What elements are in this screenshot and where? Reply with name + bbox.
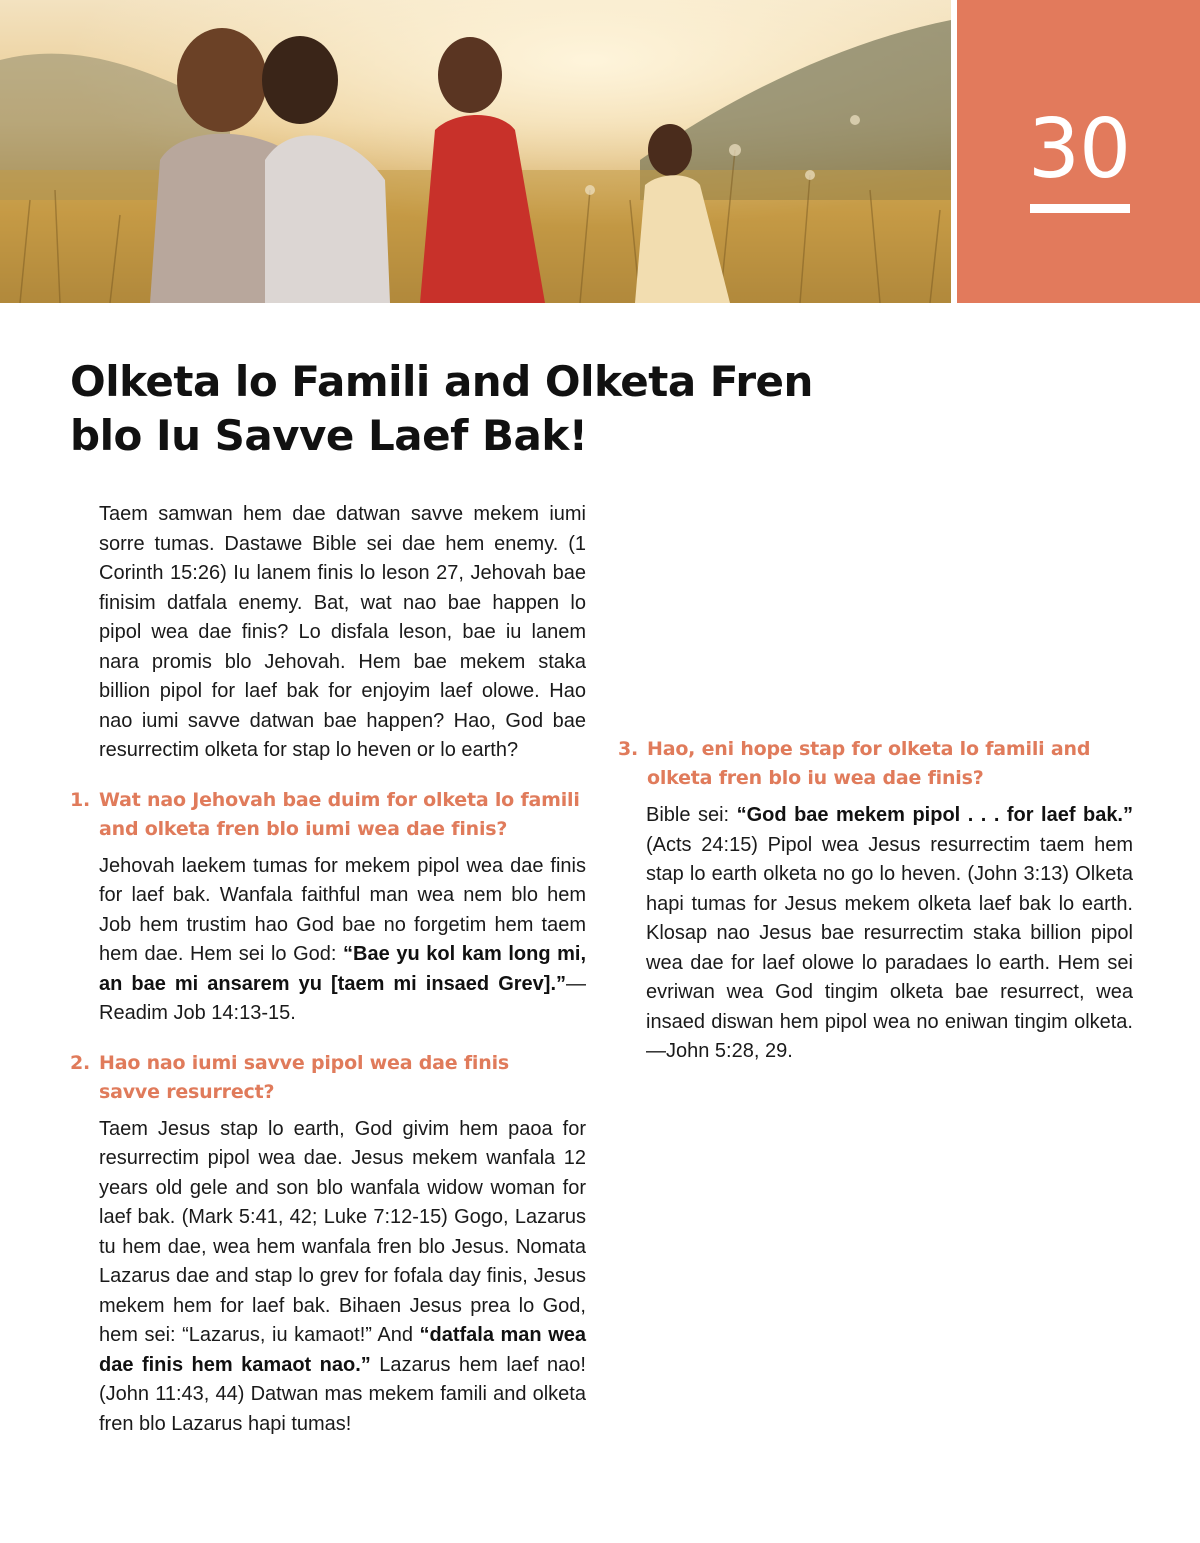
section-2-bold-quote: “datfala man wea dae finis hem kamaot nao.” <box>99 1324 586 1376</box>
section-2-question <box>70 1049 586 1107</box>
lesson-number-underline <box>1030 204 1130 213</box>
title-line-1: Olketa lo Famili and Olketa Fren <box>70 357 813 406</box>
section-1-bold-quote: “Bae yu kol kam long mi, an bae mi ansarem yu [taem mi insaed Grev].” <box>99 943 587 995</box>
hero-photo <box>0 0 951 303</box>
lesson-number: 30 <box>1027 102 1131 197</box>
section-3-question-text: Hao, eni hope stap for olketa lo famili and olketa fren blo iu wea dae finis? <box>647 738 1091 789</box>
section-2-number: 2. <box>70 1051 91 1074</box>
section-2-question-text: Hao nao iumi savve pipol wea dae finis savve resurrect? <box>99 1051 509 1103</box>
intro-paragraph: Taem samwan hem dae datwan savve mekem iumi sorre tumas. Dastawe Bible sei dae hem enemy. (1 Corinth 15:26) Iu lanem finis lo leson 27, Jehovah bae finisim datfala enemy. Bat, wat nao bae happen lo pipol wea dae finis? Lo disfala leson, bae iu lanem nara promis blo Jehovah. Hem bae mekem staka billion pipol for laef bak for enjoyim laef olowe. Hao nao iumi savve datwan bae happen? Hao, God bae resurrectim olketa for stap lo heven or lo earth? <box>99 503 586 761</box>
section-3-text-a: Bible sei: <box>646 804 737 826</box>
section-3-paragraph <box>618 801 1133 1067</box>
title-line-2: blo Iu Savve Laef Bak! <box>70 411 588 460</box>
section-3-text-b: (Acts 24:15) Pipol wea Jesus resurrectim taem hem stap lo earth olketa no go lo heven. (John 3:13) Olketa hapi tumas for Jesus mekem olketa laef bak lo earth. Klosap nao Jesus bae resurrectim staka billion pipol wea dae for laef olowe lo paradaes lo earth. Hem sei evriwan wea God tingim olketa bae resurrect, wea insaed diswan hem pipol wea no eniwan tingim olketa.—John 5:28, 29. <box>646 833 1133 1062</box>
family-photo-illustration <box>0 0 951 303</box>
section-2-paragraph <box>70 1115 586 1440</box>
section-3-number: 3. <box>618 738 639 760</box>
section-1-paragraph <box>70 852 586 1029</box>
section-1-text-b: —Readim Job 14:13-15. <box>99 972 586 1024</box>
section-3-question <box>618 735 1133 793</box>
left-column <box>70 500 586 1439</box>
section-1-question-text: Wat nao Jehovah bae duim for olketa lo famili and olketa fren blo iumi wea dae finis? <box>99 788 580 840</box>
right-column <box>618 735 1133 1067</box>
section-1-number: 1. <box>70 788 91 811</box>
page-title <box>70 355 970 463</box>
section-1-text-a: Jehovah laekem tumas for mekem pipol wea dae finis for laef bak. Wanfala faithful man wea nem blo hem Job hem trustim hao God bae no forgetim hem taem hem dae. Hem sei lo God: <box>99 854 586 965</box>
section-1-question <box>70 786 586 844</box>
section-2-text-a: Taem Jesus stap lo earth, God givim hem paoa for resurrectim pipol wea dae. Jesus mekem wanfala 12 years old gele and son blo wanfala widow woman for laef bak. (Mark 5:41, 42; Luke 7:12-15) Gogo, Lazarus tu hem dae, wea hem wanfala fren blo Jesus. Nomata Lazarus dae and stap lo grev for fofala day finis, Jesus mekem hem for laef bak. Bihaen Jesus prea lo God, hem sei: “Lazarus, iu kamaot!” And <box>99 1117 586 1346</box>
section-3-bold-quote: “God bae mekem pipol . . . for laef bak.” <box>736 804 1133 826</box>
lesson-number-box <box>957 0 1200 303</box>
section-2-text-b: Lazarus hem laef nao! (John 11:43, 44) Datwan mas mekem famili and olketa fren blo Lazarus hapi tumas! <box>99 1353 586 1435</box>
